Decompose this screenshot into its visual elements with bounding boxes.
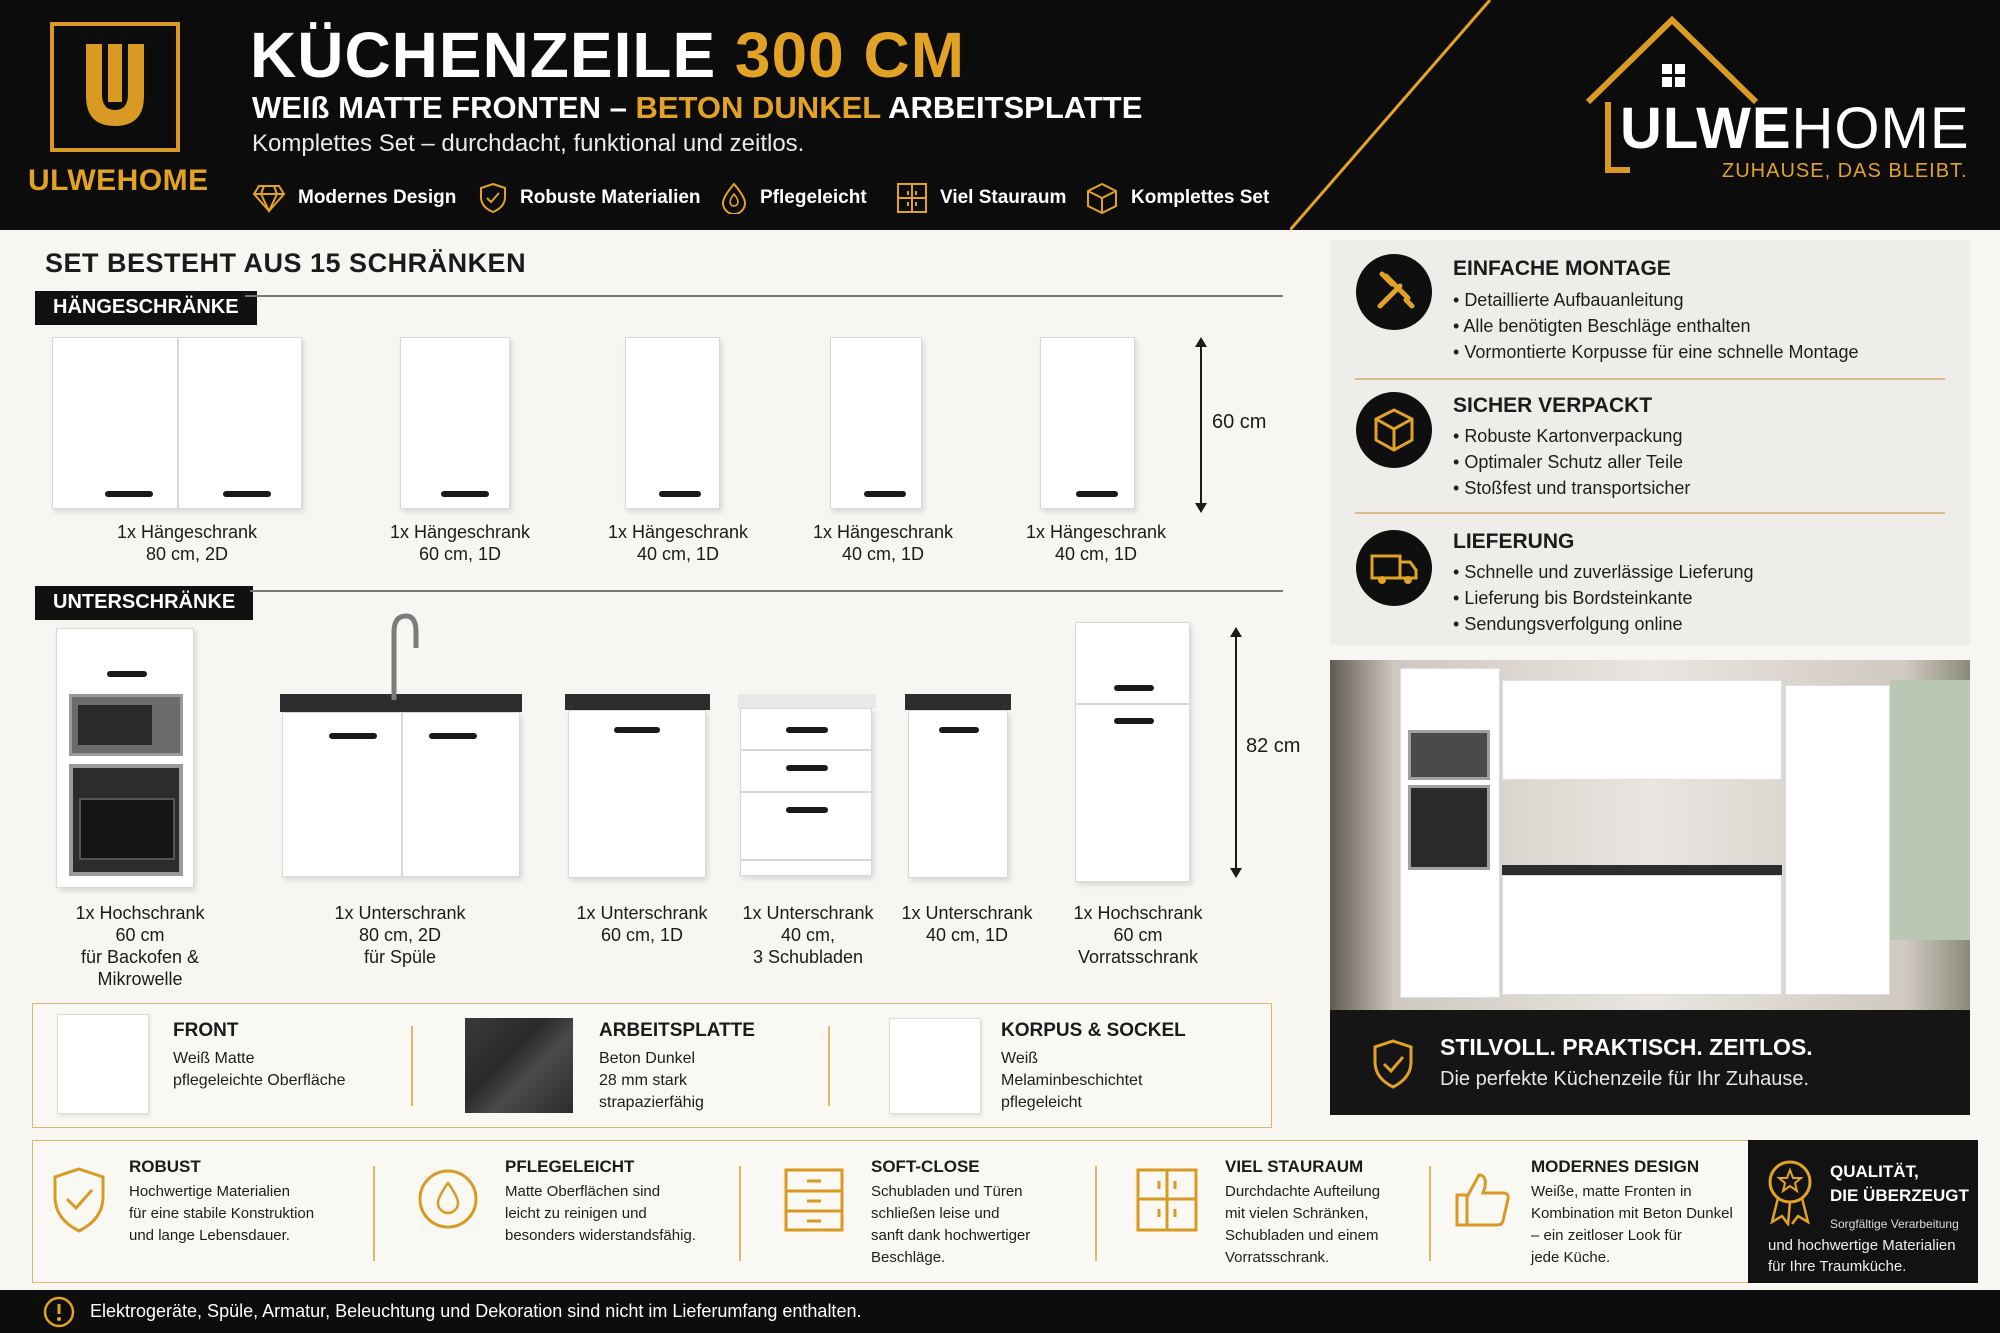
wall-cabinet-caption: 1x Hängeschrank 80 cm, 2D xyxy=(116,522,258,564)
wall-cabinets-label: HÄNGESCHRÄNKE xyxy=(35,291,257,325)
feature-robust-materials xyxy=(478,180,701,216)
feature-storage xyxy=(896,180,1066,216)
worktop xyxy=(565,694,710,710)
brand-tagline: ZUHAUSE, DAS BLEIBT. xyxy=(1722,160,1968,182)
material-line: Melaminbeschichtet xyxy=(1001,1072,1143,1089)
quality-title: QUALITÄT, xyxy=(1830,1162,1919,1181)
info-title: EINFACHE MONTAGE xyxy=(1453,257,1671,280)
benefit-line: für eine stabile Konstruktion xyxy=(129,1205,315,1222)
base-cabinet-caption: 1x Unterschrank 40 cm, 3 Schubladen xyxy=(742,903,874,967)
wall-height-label: 60 cm xyxy=(1212,411,1267,433)
info-item: • Lieferung bis Bordsteinkante xyxy=(1453,588,1693,608)
benefit-line: mit vielen Schränken, xyxy=(1225,1205,1369,1222)
subtitle-accent: BETON DUNKEL xyxy=(635,90,881,125)
benefit-line: – ein zeitloser Look für xyxy=(1531,1227,1682,1244)
base-height-label: 82 cm xyxy=(1246,735,1301,757)
page-description: Komplettes Set – durchdacht, funktional und zeitlos. xyxy=(252,130,805,157)
benefit-line: schließen leise und xyxy=(871,1205,1000,1222)
brand-wordmark xyxy=(1620,95,1970,162)
box-icon xyxy=(1356,392,1432,468)
material-line: pflegeleicht xyxy=(1001,1094,1082,1111)
divider xyxy=(245,295,1283,297)
footer-bar xyxy=(0,1290,2000,1333)
wall-cabinet-40-b xyxy=(830,337,922,509)
material-line: Weiß xyxy=(1001,1050,1039,1067)
quality-line: Sorgfältige Verarbeitung xyxy=(1830,1217,1959,1231)
quality-title: DIE ÜBERZEUGT xyxy=(1830,1186,1969,1205)
info-title: SICHER VERPACKT xyxy=(1453,394,1653,417)
material-line: 28 mm stark xyxy=(599,1072,688,1089)
shield-check-icon xyxy=(478,182,508,214)
footer-note: Elektrogeräte, Spüle, Armatur, Beleuchtung und Dekoration sind nicht im Lieferumfang enthalten. xyxy=(90,1301,862,1321)
subtitle-part1: WEIß MATTE FRONTEN – xyxy=(252,90,627,125)
cabinet-icon xyxy=(896,182,928,214)
page-subtitle xyxy=(252,90,1142,126)
title-accent: 300 CM xyxy=(734,19,965,91)
worktop xyxy=(905,694,1011,710)
benefit-line: Kombination mit Beton Dunkel xyxy=(1531,1205,1733,1222)
feature-label: Modernes Design xyxy=(298,187,457,208)
photo-headline: STILVOLL. PRAKTISCH. ZEITLOS. xyxy=(1440,1034,1813,1060)
info-item: • Optimaler Schutz aller Teile xyxy=(1453,452,1684,472)
set-title: SET BESTEHT AUS 15 SCHRÄNKEN xyxy=(45,248,527,278)
photo-caption-bar xyxy=(1330,1010,1970,1115)
quality-line: für Ihre Traumküche. xyxy=(1768,1258,1907,1275)
benefit-title: MODERNES DESIGN xyxy=(1531,1157,1700,1176)
material-title: KORPUS & SOCKEL xyxy=(1001,1020,1186,1041)
base-cabinet-sink xyxy=(282,712,520,877)
divider xyxy=(1355,512,1945,514)
warning-icon xyxy=(42,1295,76,1329)
info-item: • Detaillierte Aufbauanleitung xyxy=(1453,290,1684,310)
divider xyxy=(1429,1166,1431,1261)
benefit-line: besonders widerstandsfähig. xyxy=(505,1227,696,1244)
info-item: • Alle benötigten Beschläge enthalten xyxy=(1453,316,1751,336)
base-cabinet-caption: 1x Unterschrank 60 cm, 1D xyxy=(576,903,708,945)
wall-cabinet-caption: 1x Hängeschrank 60 cm, 1D xyxy=(389,522,531,564)
wall-height-arrow xyxy=(1190,335,1212,515)
wall-cabinet-40-a xyxy=(625,337,720,509)
wall-cabinet-80 xyxy=(52,337,302,509)
material-title: ARBEITSPLATTE xyxy=(599,1020,755,1041)
benefit-line: sanft dank hochwertiger xyxy=(871,1227,1031,1244)
base-cabinets-label: UNTERSCHRÄNKE xyxy=(35,586,253,620)
benefit-line: und lange Lebensdauer. xyxy=(129,1227,290,1244)
award-medal-icon xyxy=(1764,1158,1816,1226)
page-title xyxy=(250,18,965,92)
benefit-line: Hochwertige Materialien xyxy=(129,1183,290,1200)
benefit-line: Vorratsschrank. xyxy=(1225,1249,1330,1266)
benefit-line: Beschläge. xyxy=(871,1249,946,1266)
material-line: Weiß Matte xyxy=(173,1050,255,1067)
info-item: • Stoßfest und transportsicher xyxy=(1453,478,1691,498)
info-item: • Sendungsverfolgung online xyxy=(1453,614,1683,634)
benefit-title: PFLEGELEICHT xyxy=(505,1157,635,1176)
drop-icon xyxy=(720,182,748,214)
tall-cabinet-oven xyxy=(56,628,194,888)
worktop xyxy=(738,694,876,708)
title-main: KÜCHENZEILE xyxy=(250,19,717,91)
logo-wordmark: ULWEHOME xyxy=(28,164,209,197)
material-line: strapazierfähig xyxy=(599,1094,704,1111)
base-cabinet-caption: 1x Unterschrank 40 cm, 1D xyxy=(901,903,1033,945)
carcass-swatch xyxy=(889,1018,981,1114)
wall-cabinet-40-c xyxy=(1040,337,1135,509)
ulwehome-logo xyxy=(50,22,180,152)
shield-check-icon xyxy=(49,1165,109,1235)
material-title: FRONT xyxy=(173,1020,239,1041)
feature-label: Pflegeleicht xyxy=(760,187,867,208)
subtitle-part2: ARBEITSPLATTE xyxy=(888,90,1143,125)
brand-light: HOME xyxy=(1791,96,1970,161)
front-swatch xyxy=(57,1014,149,1114)
header-banner xyxy=(0,0,2000,230)
logo-u-icon xyxy=(54,26,176,148)
base-cabinet-caption: 1x Unterschrank 80 cm, 2D für Spüle xyxy=(334,903,466,967)
tools-icon xyxy=(1356,254,1432,330)
wall-cabinet-caption: 1x Hängeschrank 40 cm, 1D xyxy=(812,522,954,564)
benefit-line: leicht zu reinigen und xyxy=(505,1205,647,1222)
materials-box xyxy=(32,1003,1272,1128)
benefit-line: Schubladen und Türen xyxy=(871,1183,1023,1200)
tall-cabinet-pantry xyxy=(1075,622,1190,882)
feature-label: Viel Stauraum xyxy=(940,187,1067,208)
worktop-swatch xyxy=(465,1018,573,1113)
divider xyxy=(1355,378,1945,380)
info-item: • Vormontierte Korpusse für eine schnelle Montage xyxy=(1453,342,1859,362)
info-panel xyxy=(1330,240,1970,645)
base-cabinet-40 xyxy=(908,710,1008,878)
cabinet-icon xyxy=(1135,1167,1199,1233)
info-item: • Schnelle und zuverlässige Lieferung xyxy=(1453,562,1754,582)
drawers-icon xyxy=(783,1167,845,1233)
base-height-arrow xyxy=(1225,625,1247,880)
benefit-line: Weiße, matte Fronten in xyxy=(1531,1183,1692,1200)
material-line: pflegeleichte Oberfläche xyxy=(173,1072,346,1089)
truck-icon xyxy=(1356,530,1432,606)
benefits-box xyxy=(32,1140,1767,1283)
photo-subline: Die perfekte Küchenzeile für Ihr Zuhause. xyxy=(1440,1068,1810,1090)
feature-complete-set xyxy=(1085,180,1269,216)
feature-easy-care xyxy=(720,180,867,216)
shield-check-icon xyxy=(1370,1038,1416,1090)
wall-cabinet-caption: 1x Hängeschrank 40 cm, 1D xyxy=(1025,522,1167,564)
base-cabinet-caption: 1x Hochschrank 60 cm für Backofen & Mikrowelle xyxy=(75,903,205,989)
divider xyxy=(1095,1166,1097,1261)
thumbs-up-icon xyxy=(1453,1169,1513,1229)
benefit-title: SOFT-CLOSE xyxy=(871,1157,980,1176)
quality-line: und hochwertige Materialien xyxy=(1768,1237,1956,1254)
feature-label: Robuste Materialien xyxy=(520,187,701,208)
material-line: Beton Dunkel xyxy=(599,1050,696,1067)
brand-bold: ULWE xyxy=(1620,96,1792,161)
feature-modern-design xyxy=(252,180,456,216)
quality-badge xyxy=(1748,1140,1978,1283)
benefit-title: ROBUST xyxy=(129,1157,201,1176)
kitchen-photo xyxy=(1330,660,1970,1115)
wall-cabinet-caption: 1x Hängeschrank 40 cm, 1D xyxy=(607,522,749,564)
box-icon xyxy=(1085,181,1119,215)
diamond-icon xyxy=(252,183,286,213)
benefit-line: Durchdachte Aufteilung xyxy=(1225,1183,1381,1200)
benefit-line: Matte Oberflächen sind xyxy=(505,1183,661,1200)
divider xyxy=(739,1166,741,1261)
divider xyxy=(250,590,1283,592)
base-cabinet-60 xyxy=(568,710,706,878)
benefit-line: jede Küche. xyxy=(1531,1249,1611,1266)
drop-icon xyxy=(418,1167,478,1231)
info-title: LIEFERUNG xyxy=(1453,530,1575,553)
divider xyxy=(373,1166,375,1261)
base-cabinet-drawers xyxy=(740,708,872,876)
benefit-title: VIEL STAURAUM xyxy=(1225,1157,1364,1176)
base-cabinet-caption: 1x Hochschrank 60 cm Vorratsschrank xyxy=(1073,903,1203,967)
benefit-line: Schubladen und einem xyxy=(1225,1227,1379,1244)
faucet-icon xyxy=(380,612,420,702)
feature-label: Komplettes Set xyxy=(1131,187,1270,208)
wall-cabinet-60 xyxy=(400,337,510,509)
info-item: • Robuste Kartonverpackung xyxy=(1453,426,1683,446)
